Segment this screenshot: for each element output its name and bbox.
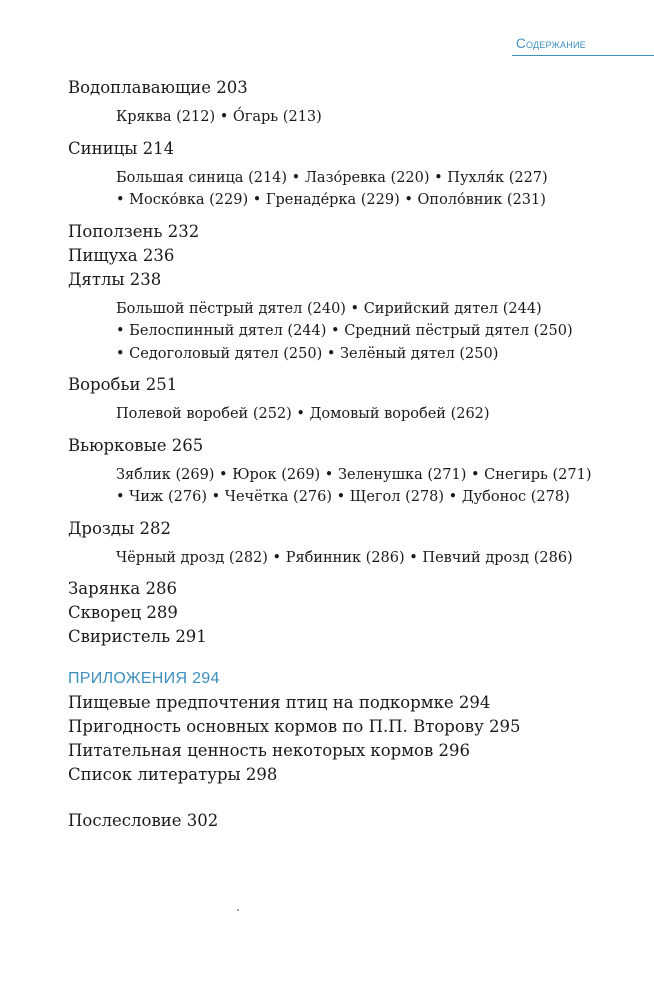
table-of-contents bbox=[68, 76, 638, 833]
toc-entry-treecreeper[interactable]: Пищуха 236 bbox=[68, 245, 175, 265]
toc-subentry-line: • Белоспинный дятел (244) • Средний пёстрый дятел (250) bbox=[116, 323, 573, 339]
toc-entry-woodpeckers[interactable]: Дятлы 238 bbox=[68, 269, 162, 289]
toc-entry-nuthatch[interactable]: Поползень 232 bbox=[68, 221, 200, 241]
toc-entry-waxwing[interactable]: Свиристель 291 bbox=[68, 627, 207, 646]
toc-entry-afterword[interactable]: Послесловие 302 bbox=[68, 811, 219, 830]
toc-entry-appendix-4[interactable]: Список литературы 298 bbox=[68, 765, 278, 784]
running-head: Содержание bbox=[516, 36, 586, 51]
print-speck bbox=[237, 909, 239, 911]
toc-subentry-line: • Моско́вка (229) • Гренаде́рка (229) • Ополо́вник (231) bbox=[116, 192, 546, 208]
toc-entry-starling[interactable]: Скворец 289 bbox=[68, 603, 178, 622]
toc-entry-robin[interactable]: Зарянка 286 bbox=[68, 579, 177, 598]
toc-subentries-tits bbox=[116, 167, 638, 212]
toc-subentry-line: Большой пёстрый дятел (240) • Сирийский дятел (244) bbox=[116, 300, 542, 317]
toc-subentries-sparrows bbox=[116, 403, 638, 426]
toc-entry-appendix-1[interactable]: Пищевые предпочтения птиц на подкормке 294 bbox=[68, 693, 491, 712]
toc-subentry-line: Полевой воробей (252) • Домовый воробей (262) bbox=[116, 406, 490, 422]
toc-subentry-line: Кряква (212) • О́гарь (213) bbox=[116, 109, 322, 125]
toc-entry-appendix-2[interactable]: Пригодность основных кормов по П.П. Второву 295 bbox=[68, 717, 521, 736]
toc-subentry-line: • Седоголовый дятел (250) • Зелёный дятел (250) bbox=[116, 345, 499, 362]
running-head-rule bbox=[512, 55, 654, 56]
toc-entry-appendix-3[interactable]: Питательная ценность некоторых кормов 296 bbox=[68, 741, 471, 760]
toc-subentry-line: Зяблик (269) • Юрок (269) • Зеленушка (271) • Снегирь (271) bbox=[116, 466, 592, 483]
toc-subentries-finches bbox=[116, 464, 638, 509]
toc-entry-finches[interactable]: Вьюрковые 265 bbox=[68, 435, 204, 455]
toc-entry-tits[interactable]: Синицы 214 bbox=[68, 138, 175, 158]
toc-subentries-woodpeckers bbox=[116, 298, 638, 366]
toc-section-appendices[interactable]: ПРИЛОЖЕНИЯ 294 bbox=[68, 670, 220, 687]
toc-subentries-waterfowl bbox=[116, 106, 638, 129]
toc-subentry-line: Большая синица (214) • Лазо́ревка (220) • Пухля́к (227) bbox=[116, 169, 548, 186]
toc-entry-thrushes[interactable]: Дрозды 282 bbox=[68, 518, 171, 538]
toc-entry-sparrows[interactable]: Воробьи 251 bbox=[68, 375, 178, 394]
toc-subentry-line: Чёрный дрозд (282) • Рябинник (286) • Певчий дрозд (286) bbox=[116, 549, 573, 566]
toc-entry-waterfowl[interactable]: Водоплавающие 203 bbox=[68, 78, 248, 97]
toc-subentry-line: • Чиж (276) • Чечётка (276) • Щегол (278) • Дубонос (278) bbox=[116, 489, 570, 505]
toc-subentries-thrushes bbox=[116, 547, 638, 570]
